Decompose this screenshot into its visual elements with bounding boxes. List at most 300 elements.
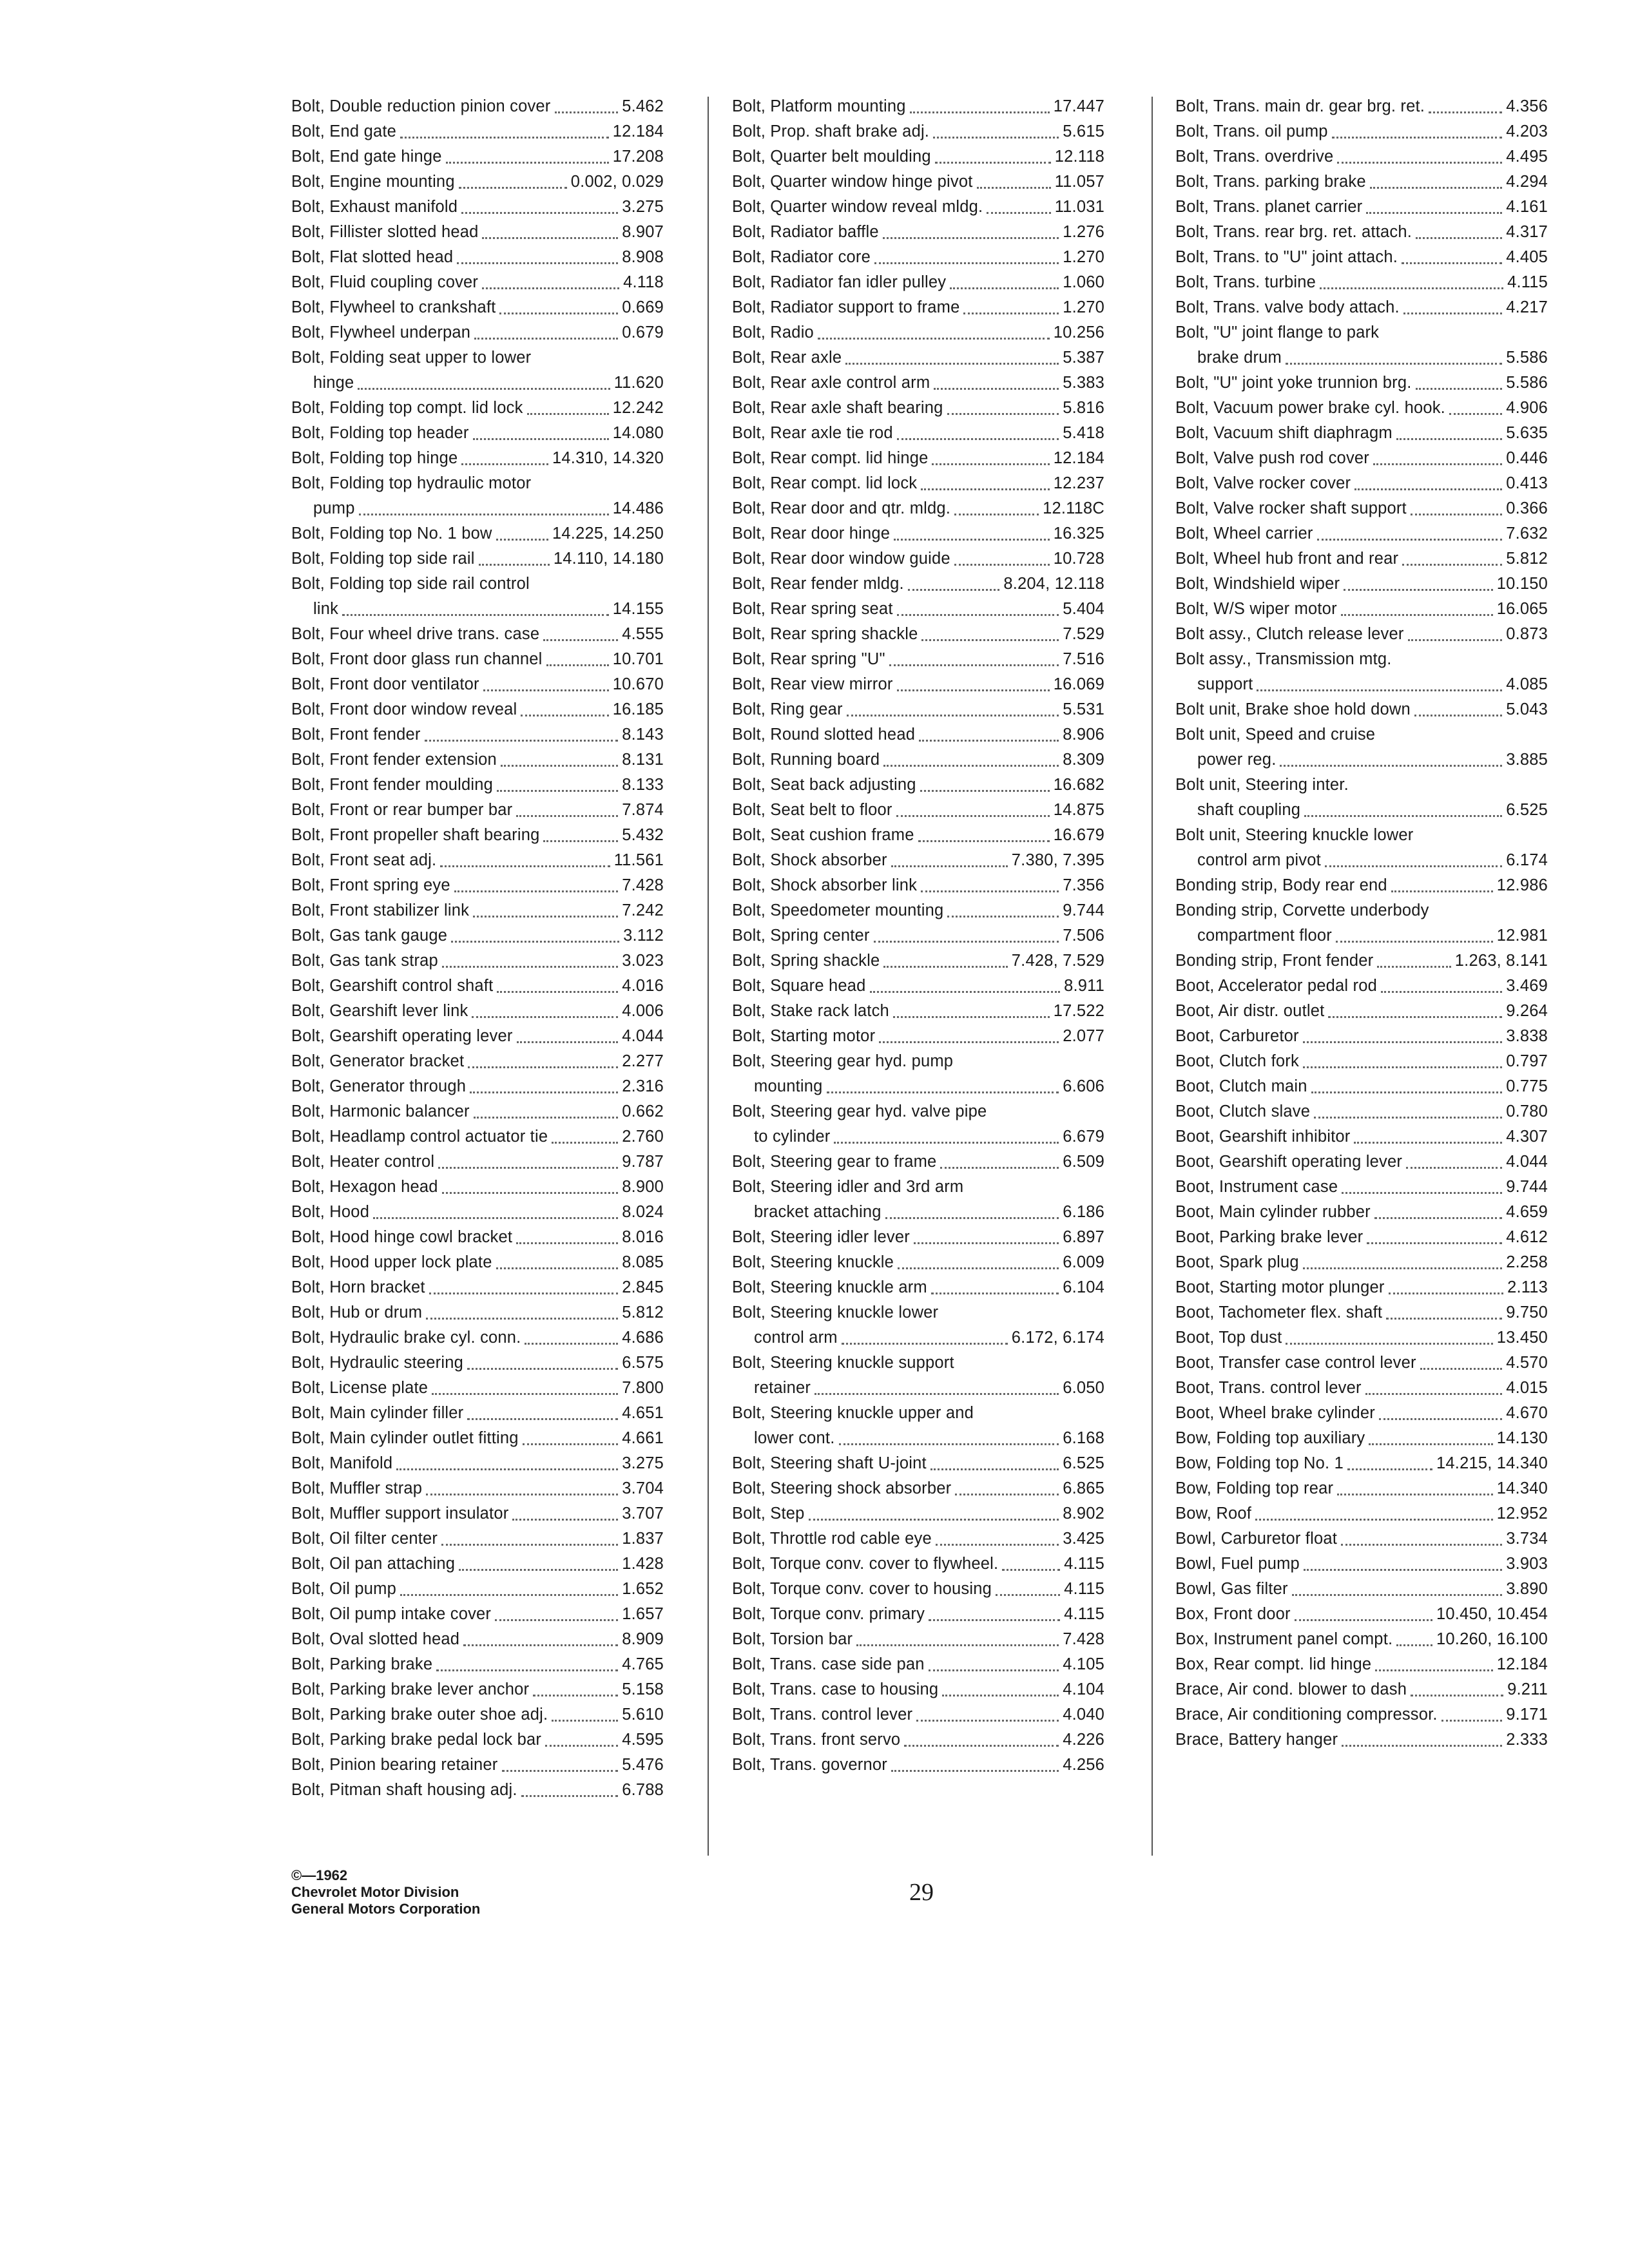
entry-name: Bolt, Round slotted head: [732, 726, 916, 744]
dot-leader: [934, 388, 1059, 390]
index-entry: [732, 1099, 1104, 1124]
entry-name: control arm pivot: [1197, 851, 1321, 869]
dot-leader: [1367, 1242, 1502, 1244]
dot-leader: [482, 237, 618, 239]
entry-reference: 11.561: [613, 851, 664, 869]
entry-name: Bolt, Hood upper lock plate: [291, 1253, 492, 1271]
index-entry: [732, 1476, 1104, 1501]
dot-leader: [523, 1443, 619, 1445]
dot-leader: [954, 514, 1039, 515]
index-entry: [291, 320, 664, 345]
dot-leader: [1286, 363, 1502, 365]
entry-reference: 4.006: [622, 1002, 664, 1020]
entry-name: brake drum: [1197, 349, 1282, 367]
entry-reference: 16.679: [1053, 826, 1104, 844]
entry-name: Bonding strip, Body rear end: [1175, 876, 1387, 894]
dot-leader: [1354, 488, 1502, 490]
entry-reference: 6.788: [622, 1781, 664, 1799]
entry-name: Bolt, Front propeller shaft bearing: [291, 826, 540, 844]
dot-leader: [512, 1519, 618, 1521]
dot-leader: [461, 463, 548, 465]
index-entry: [1175, 597, 1548, 622]
entry-name: Box, Front door: [1175, 1605, 1291, 1623]
entry-name: Bolt, Radiator fan idler pulley: [732, 273, 947, 291]
dot-leader: [936, 1544, 1059, 1546]
entry-name: Bolt, Oil pump intake cover: [291, 1605, 492, 1623]
entry-name: Bolt, Steering knuckle support: [732, 1354, 954, 1372]
index-entry: [732, 446, 1104, 471]
dot-leader: [933, 137, 1059, 139]
index-entry: [732, 546, 1104, 572]
entry-name: Bolt, Front or rear bumper bar: [291, 801, 513, 819]
dot-leader: [474, 1117, 618, 1119]
entry-reference: 7.428, 7.529: [1011, 952, 1104, 970]
entry-reference: 0.662: [622, 1102, 664, 1120]
index-entry: [732, 1275, 1104, 1300]
index-entry: [291, 345, 664, 370]
entry-reference: 1.652: [622, 1580, 664, 1598]
dot-leader: [426, 1318, 618, 1320]
entry-name: Bolt, Harmonic balancer: [291, 1102, 470, 1120]
index-entry: [732, 597, 1104, 622]
dot-leader: [879, 1041, 1059, 1043]
entry-reference: 2.316: [622, 1077, 664, 1095]
index-entry: [291, 1074, 664, 1099]
entry-reference: 0.780: [1506, 1102, 1548, 1120]
entry-reference: 8.016: [622, 1228, 664, 1246]
entry-name: Bolt, "U" joint yoke trunnion brg.: [1175, 374, 1412, 392]
entry-name: Bolt, Front door glass run channel: [291, 650, 543, 668]
entry-name: Bolt, Front stabilizer link: [291, 901, 470, 919]
index-entry: [1175, 1350, 1548, 1376]
entry-name: Boot, Tachometer flex. shaft: [1175, 1303, 1383, 1321]
entry-reference: 3.275: [622, 1454, 664, 1472]
entry-name: power reg.: [1197, 751, 1277, 769]
dot-leader: [1369, 1443, 1492, 1445]
entry-name: pump: [313, 499, 355, 517]
entry-name: Bolt, Rear axle tie rod: [732, 424, 893, 442]
entry-name: Bolt, W/S wiper motor: [1175, 600, 1337, 618]
entry-name: Bolt, Trans. turbine: [1175, 273, 1316, 291]
dot-leader: [472, 1016, 618, 1018]
index-entry: [732, 496, 1104, 521]
entry-reference: 8.911: [1064, 977, 1104, 995]
entry-reference: 4.659: [1506, 1203, 1548, 1221]
index-entry: [732, 1250, 1104, 1275]
dot-leader: [461, 212, 618, 214]
entry-name: Bolt, End gate: [291, 122, 396, 140]
entry-name: retainer: [754, 1379, 811, 1397]
entry-reference: 4.294: [1506, 173, 1548, 191]
index-entry: [291, 722, 664, 747]
entry-reference: 12.184: [612, 122, 664, 140]
entry-name: Bolt, Parking brake outer shoe adj.: [291, 1706, 548, 1724]
entry-reference: 4.226: [1063, 1731, 1104, 1749]
dot-leader: [954, 564, 1050, 566]
dot-leader: [442, 1192, 619, 1194]
dot-leader: [883, 237, 1059, 239]
entry-name: Boot, Clutch main: [1175, 1077, 1307, 1095]
entry-reference: 17.522: [1053, 1002, 1104, 1020]
dot-leader: [921, 890, 1059, 892]
index-entry: [1175, 195, 1548, 220]
dot-leader: [1303, 1267, 1502, 1269]
dot-leader: [521, 715, 608, 716]
entry-name: Boot, Carburetor: [1175, 1027, 1299, 1045]
dot-leader: [916, 1720, 1059, 1722]
index-entry: [291, 647, 664, 672]
index-entry: [732, 1753, 1104, 1778]
index-entry: [1175, 1376, 1548, 1401]
entry-name: Bolt, Folding top side rail: [291, 550, 475, 568]
index-entry: [732, 1401, 1104, 1426]
entry-reference: 4.044: [622, 1027, 664, 1045]
index-entry: [732, 521, 1104, 546]
entry-reference: 5.387: [1063, 349, 1104, 367]
entry-name: Bolt, Oil pump: [291, 1580, 396, 1598]
entry-reference: 14.130: [1496, 1429, 1548, 1447]
dot-leader: [1317, 539, 1503, 541]
entry-name: Boot, Clutch fork: [1175, 1052, 1299, 1070]
entry-reference: 12.242: [612, 399, 664, 417]
entry-reference: 1.270: [1063, 248, 1104, 266]
entry-name: Bolt, Engine mounting: [291, 173, 455, 191]
index-entry: [732, 245, 1104, 270]
entry-name: Bolt, Trans. parking brake: [1175, 173, 1366, 191]
entry-reference: 13.450: [1496, 1329, 1548, 1347]
index-entry: [1175, 1300, 1548, 1325]
entry-reference: 16.069: [1053, 675, 1104, 693]
page-number: 29: [909, 1879, 934, 1906]
dot-leader: [440, 865, 610, 867]
entry-name: Bolt, Trans. rear brg. ret. attach.: [1175, 223, 1412, 241]
entry-reference: 3.707: [622, 1504, 664, 1523]
entry-reference: 8.900: [622, 1178, 664, 1196]
entry-reference: 0.413: [1506, 474, 1548, 492]
entry-reference: 4.115: [1064, 1555, 1104, 1573]
entry-reference: 6.172, 6.174: [1011, 1329, 1104, 1347]
index-entry: [1175, 848, 1548, 873]
entry-name: bracket attaching: [754, 1203, 882, 1221]
dot-leader: [517, 1041, 619, 1043]
dot-leader: [1373, 463, 1502, 465]
entry-name: Bolt, Trans. case to housing: [732, 1680, 939, 1698]
entry-name: Bolt, Torsion bar: [732, 1630, 853, 1648]
index-entry: [1175, 1049, 1548, 1074]
index-entry: [732, 1350, 1104, 1376]
index-entry: [1175, 521, 1548, 546]
entry-reference: 9.744: [1063, 901, 1104, 919]
entry-reference: 4.317: [1506, 223, 1548, 241]
entry-name: Bolt, Throttle rod cable eye: [732, 1530, 932, 1548]
entry-name: Bow, Roof: [1175, 1504, 1252, 1523]
entry-name: Bolt, Torque conv. primary: [732, 1605, 925, 1623]
index-entry: [1175, 1325, 1548, 1350]
entry-name: Bolt, Steering gear hyd. valve pipe: [732, 1102, 987, 1120]
dot-leader: [1295, 1619, 1432, 1621]
index-entry: [291, 1627, 664, 1652]
index-entry: [291, 94, 664, 119]
index-entry: [1175, 1074, 1548, 1099]
entry-reference: 9.744: [1506, 1178, 1548, 1196]
index-entry: [291, 1401, 664, 1426]
entry-name: Bolt, Flat slotted head: [291, 248, 454, 266]
entry-name: Bow, Folding top rear: [1175, 1479, 1334, 1497]
entry-name: Boot, Main cylinder rubber: [1175, 1203, 1371, 1221]
dot-leader: [904, 1745, 1059, 1747]
dot-leader: [870, 991, 1061, 993]
index-entry: [291, 1275, 664, 1300]
index-entry: [291, 270, 664, 295]
dot-leader: [889, 664, 1059, 666]
dot-leader: [839, 1443, 1059, 1445]
index-entry: [732, 773, 1104, 798]
index-entry: [291, 169, 664, 195]
index-entry: [732, 1426, 1104, 1451]
entry-reference: 10.260, 16.100: [1436, 1630, 1548, 1648]
entry-reference: 6.009: [1063, 1253, 1104, 1271]
entry-name: Bolt, Oil pan attaching: [291, 1555, 456, 1573]
entry-reference: 9.787: [622, 1153, 664, 1171]
entry-name: Bolt, Quarter window hinge pivot: [732, 173, 973, 191]
dot-leader: [400, 1594, 618, 1596]
entry-name: Bolt, Parking brake lever anchor: [291, 1680, 530, 1698]
dot-leader: [474, 338, 618, 340]
dot-leader: [527, 413, 609, 415]
entry-name: Bolt, Muffler strap: [291, 1479, 423, 1497]
entry-reference: 4.906: [1506, 399, 1548, 417]
index-entry: [291, 521, 664, 546]
entry-name: Bolt, Radiator support to frame: [732, 298, 960, 316]
dot-leader: [496, 539, 548, 541]
dot-leader: [1337, 1494, 1493, 1495]
index-entry: [291, 697, 664, 722]
entry-reference: 4.040: [1063, 1706, 1104, 1724]
entry-reference: 5.404: [1063, 600, 1104, 618]
entry-reference: 8.309: [1063, 751, 1104, 769]
index-entry: [1175, 647, 1548, 672]
entry-name: Bolt, Steering gear to frame: [732, 1153, 937, 1171]
entry-reference: 12.986: [1496, 876, 1548, 894]
index-entry: [291, 245, 664, 270]
dot-leader: [1354, 1142, 1502, 1144]
dot-leader: [930, 1468, 1059, 1470]
index-entry: [1175, 245, 1548, 270]
dot-leader: [451, 941, 619, 943]
entry-reference: 4.085: [1506, 675, 1548, 693]
entry-name: Bolt, Gearshift operating lever: [291, 1027, 513, 1045]
dot-leader: [467, 1418, 618, 1420]
entry-name: Bolt, Steering gear hyd. pump: [732, 1052, 954, 1070]
index-entry: [732, 94, 1104, 119]
index-entry: [732, 948, 1104, 974]
index-entry: [291, 1753, 664, 1778]
column-divider: [708, 97, 709, 1856]
entry-name: shaft coupling: [1197, 801, 1301, 819]
dot-leader: [555, 111, 619, 113]
dot-leader: [827, 1091, 1059, 1093]
index-entry: [732, 1200, 1104, 1225]
entry-reference: 4.651: [622, 1404, 664, 1422]
entry-reference: 8.204, 12.118: [1003, 575, 1104, 593]
dot-leader: [543, 840, 618, 842]
index-entry: [732, 1702, 1104, 1727]
entry-name: mounting: [754, 1077, 823, 1095]
index-entry: [291, 848, 664, 873]
index-entry: [291, 1200, 664, 1225]
dot-leader: [468, 1066, 618, 1068]
dot-leader: [1304, 815, 1502, 817]
index-entry: [1175, 1175, 1548, 1200]
dot-leader: [891, 1770, 1059, 1772]
dot-leader: [1002, 1569, 1060, 1571]
index-column-2: [732, 94, 1104, 1778]
entry-reference: 4.555: [622, 625, 664, 643]
entry-name: Bolt, Square head: [732, 977, 866, 995]
dot-leader: [552, 1142, 618, 1144]
index-entry: [291, 1225, 664, 1250]
entry-reference: 1.428: [622, 1555, 664, 1573]
entry-name: Bolt, Trans. to "U" joint attach.: [1175, 248, 1398, 266]
entry-reference: 14.310, 14.320: [552, 449, 664, 467]
entry-name: Bolt, Speedometer mounting: [732, 901, 944, 919]
dot-leader: [426, 1494, 618, 1495]
dot-leader: [1347, 1468, 1432, 1470]
entry-name: Boot, Parking brake lever: [1175, 1228, 1364, 1246]
entry-reference: 4.115: [1507, 273, 1548, 291]
index-entry: [1175, 747, 1548, 773]
index-entry: [291, 1300, 664, 1325]
entry-reference: 17.208: [612, 148, 664, 166]
index-entry: [291, 622, 664, 647]
entry-reference: 7.356: [1063, 876, 1104, 894]
dot-leader: [1396, 1644, 1432, 1646]
entry-reference: 4.118: [623, 273, 664, 291]
dot-leader: [1411, 1695, 1503, 1696]
index-entry: [1175, 1577, 1548, 1602]
index-entry: [732, 898, 1104, 923]
entry-name: Bolt, Trans. oil pump: [1175, 122, 1328, 140]
entry-name: Bolt, Rear compt. lid lock: [732, 474, 918, 492]
dot-leader: [1449, 413, 1502, 415]
entry-name: Bolt, Quarter window reveal mldg.: [732, 198, 983, 216]
index-entry: [291, 798, 664, 823]
index-entry: [1175, 320, 1548, 345]
index-entry: [1175, 421, 1548, 446]
dot-leader: [1406, 1167, 1502, 1169]
entry-name: Bolt, Trans. main dr. gear brg. ret.: [1175, 97, 1425, 115]
index-entry: [1175, 672, 1548, 697]
dot-leader: [883, 966, 1007, 968]
index-entry: [1175, 370, 1548, 396]
entry-reference: 6.575: [622, 1354, 664, 1372]
entry-reference: 5.043: [1506, 700, 1548, 718]
index-entry: [1175, 1702, 1548, 1727]
entry-reference: 4.115: [1064, 1580, 1104, 1598]
dot-leader: [396, 1468, 618, 1470]
entry-name: Bolt, Seat back adjusting: [732, 776, 916, 794]
dot-leader: [441, 1544, 618, 1546]
dot-leader: [1414, 715, 1502, 716]
dot-leader: [1341, 1544, 1502, 1546]
index-entry: [1175, 798, 1548, 823]
entry-name: Bolt, Trans. valve body attach.: [1175, 298, 1400, 316]
dot-leader: [1286, 1343, 1492, 1345]
index-entry: [291, 948, 664, 974]
entry-reference: 5.812: [622, 1303, 664, 1321]
index-entry: [1175, 823, 1548, 848]
index-entry: [291, 1376, 664, 1401]
entry-reference: 6.168: [1063, 1429, 1104, 1447]
dot-leader: [847, 715, 1059, 716]
dot-leader: [818, 338, 1050, 340]
dot-leader: [893, 1016, 1050, 1018]
entry-reference: 3.704: [622, 1479, 664, 1497]
entry-reference: 10.450, 10.454: [1436, 1605, 1548, 1623]
dot-leader: [955, 1494, 1059, 1495]
dot-leader: [883, 765, 1059, 767]
index-entry: [732, 1727, 1104, 1753]
entry-name: Bolt, Front seat adj.: [291, 851, 437, 869]
entry-reference: 7.428: [1063, 1630, 1104, 1648]
dot-leader: [521, 1795, 619, 1797]
entry-name: Bolt unit, Brake shoe hold down: [1175, 700, 1411, 718]
dot-leader: [950, 287, 1059, 289]
entry-reference: 8.085: [622, 1253, 664, 1271]
index-column-1: [291, 94, 664, 1803]
entry-name: Bolt, Rear spring "U": [732, 650, 885, 668]
dot-leader: [1391, 890, 1493, 892]
entry-reference: 5.462: [622, 97, 664, 115]
entry-reference: 0.797: [1506, 1052, 1548, 1070]
entry-reference: 3.425: [1063, 1530, 1104, 1548]
entry-name: Bolt, Spring shackle: [732, 952, 880, 970]
entry-name: Bolt, Steering idler lever: [732, 1228, 910, 1246]
entry-name: Bolt, Vacuum power brake cyl. hook.: [1175, 399, 1445, 417]
dot-leader: [996, 1594, 1060, 1596]
entry-reference: 7.632: [1506, 524, 1548, 543]
entry-reference: 12.184: [1496, 1655, 1548, 1673]
entry-reference: 9.750: [1506, 1303, 1548, 1321]
index-entry: [732, 1376, 1104, 1401]
dot-leader: [501, 765, 618, 767]
index-entry: [291, 1124, 664, 1149]
index-entry: [291, 1426, 664, 1451]
dot-leader: [400, 137, 609, 139]
entry-name: Bolt, Stake rack latch: [732, 1002, 889, 1020]
index-entry: [732, 974, 1104, 999]
dot-leader: [358, 388, 610, 390]
entry-name: Bolt, Parking brake pedal lock bar: [291, 1731, 542, 1749]
entry-name: Bolt, Pitman shaft housing adj.: [291, 1781, 517, 1799]
entry-name: Bolt, Radiator core: [732, 248, 871, 266]
index-entry: [291, 471, 664, 496]
entry-name: Bolt, Horn bracket: [291, 1278, 425, 1296]
index-entry: [732, 1049, 1104, 1074]
index-entry: [732, 1552, 1104, 1577]
dot-leader: [1337, 162, 1502, 164]
entry-reference: 8.133: [622, 776, 664, 794]
index-entry: [732, 1627, 1104, 1652]
entry-reference: 14.486: [612, 499, 664, 517]
index-entry: [1175, 295, 1548, 320]
index-entry: [1175, 1200, 1548, 1225]
index-entry: [732, 1300, 1104, 1325]
entry-name: Bolt, Spring center: [732, 927, 870, 945]
entry-reference: 5.610: [622, 1706, 664, 1724]
entry-name: Bolt, Main cylinder filler: [291, 1404, 464, 1422]
entry-name: Bolt, Steering knuckle: [732, 1253, 894, 1271]
